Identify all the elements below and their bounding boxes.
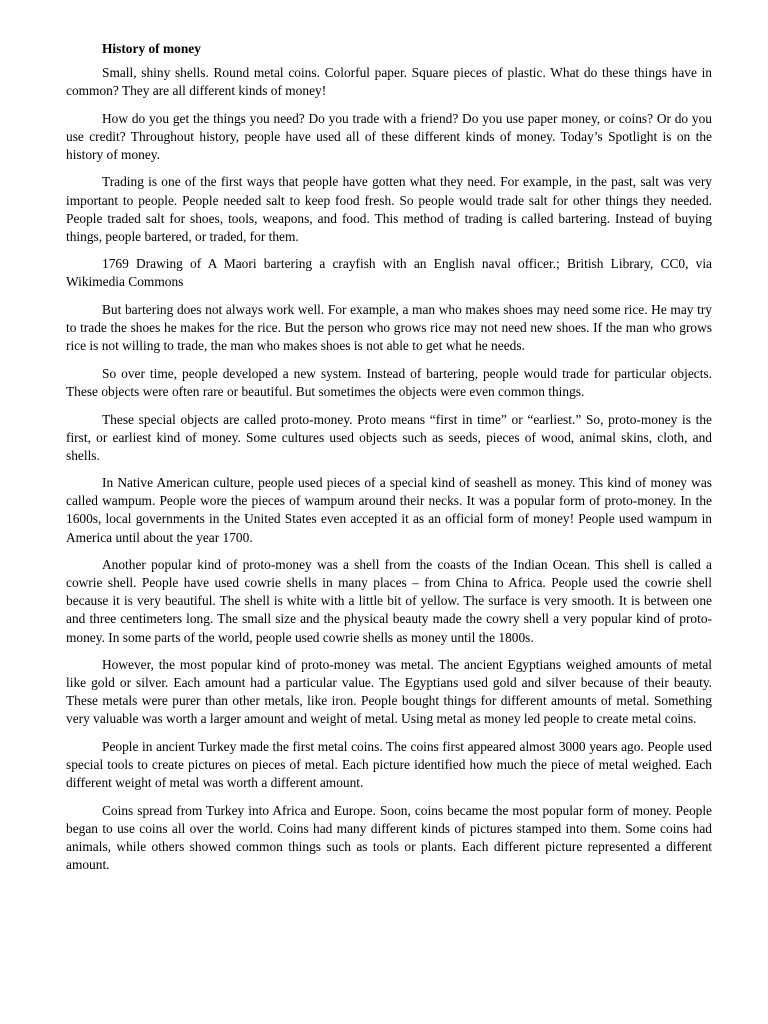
paragraph-first-coins: People in ancient Turkey made the first metal coins. The coins first appeared almost 3000 years ago. People used special tools to create pictures on pieces of metal. Each picture identified how much the piece of metal weighed. Each different weight of metal was worth a different amount. (66, 739, 712, 791)
paragraph-coins-spread: Coins spread from Turkey into Africa and Europe. Soon, coins became the most popular form of money. People began to use coins all over the world. Coins had many different kinds of pictures stamped into them. Some coins had animals, while others showed common things such as tools or plants. Each different picture represented a different amount. (66, 802, 712, 873)
paragraph-new-system: So over time, people developed a new system. Instead of bartering, people would trade for particular objects. These objects were often rare or beautiful. But sometimes the objects were even common things. (66, 365, 712, 399)
document-title: History of money (102, 41, 201, 56)
paragraph-metal: However, the most popular kind of proto-money was metal. The ancient Egyptians weighed amounts of metal like gold or silver. Each amount had a particular value. The Egyptians used gold and silver because of their beauty. These metals were purer than other metals, like iron. People bought things for different amounts of metal. Something very valuable was worth a larger amount and weight of metal. Using metal as money led people to create metal coins. (66, 657, 712, 727)
paragraph-cowrie-shell: Another popular kind of proto-money was a shell from the coasts of the Indian Ocean. This shell is called a cowrie shell. People have used cowrie shells in many places – from China to Africa. People used the cowrie shell because it is very beautiful. The shell is white with a little bit of yellow. The surface is very smooth. It is between one and three centimeters long. The small size and the physical beauty made the cowry shell a very popular kind of proto-money. In some parts of the world, people used cowrie shells as money until the 1800s. (66, 557, 712, 645)
paragraph-wampum: In Native American culture, people used pieces of a special kind of seashell as money. This kind of money was called wampum. People wore the pieces of wampum around their necks. It was a popular form of proto-money. In the 1600s, local governments in the United States even accepted it as an official form of money! People used wampum in America until about the year 1700. (66, 475, 712, 545)
paragraph-intro: Small, shiny shells. Round metal coins. Colorful paper. Square pieces of plastic. What do these things have in common? They are all different kinds of money! (66, 65, 712, 99)
document-page (66, 40, 712, 884)
paragraph-proto-money: These special objects are called proto-money. Proto means “first in time” or “earliest.” So, proto-money is the first, or earliest kind of money. Some cultures used objects such as seeds, pieces of wood, animal skins, cloth, and shells. (66, 411, 712, 463)
paragraph-questions: How do you get the things you need? Do you trade with a friend? Do you use paper money, or coins? Or do you use credit? Throughout history, people have used all of these different kinds of money. Today’s Spotlight is on the history of money. (66, 110, 712, 162)
image-caption: 1769 Drawing of A Maori bartering a crayfish with an English naval officer.; British Library, CC0, via Wikimedia Commons (66, 256, 712, 290)
paragraph-bartering-problem: But bartering does not always work well. For example, a man who makes shoes may need some rice. He may try to trade the shoes he makes for the rice. But the person who grows rice may not need new shoes. If the man who grows rice is not willing to trade, the man who makes shoes is not able to get what he needs. (66, 302, 712, 354)
paragraph-trading: Trading is one of the first ways that people have gotten what they need. For example, in the past, salt was very important to people. People needed salt to keep food fresh. So people would trade salt for other things they needed. People traded salt for shoes, tools, weapons, and food. This method of trading is called bartering. Instead of buying things, people bartered, or traded, for them. (66, 174, 712, 244)
